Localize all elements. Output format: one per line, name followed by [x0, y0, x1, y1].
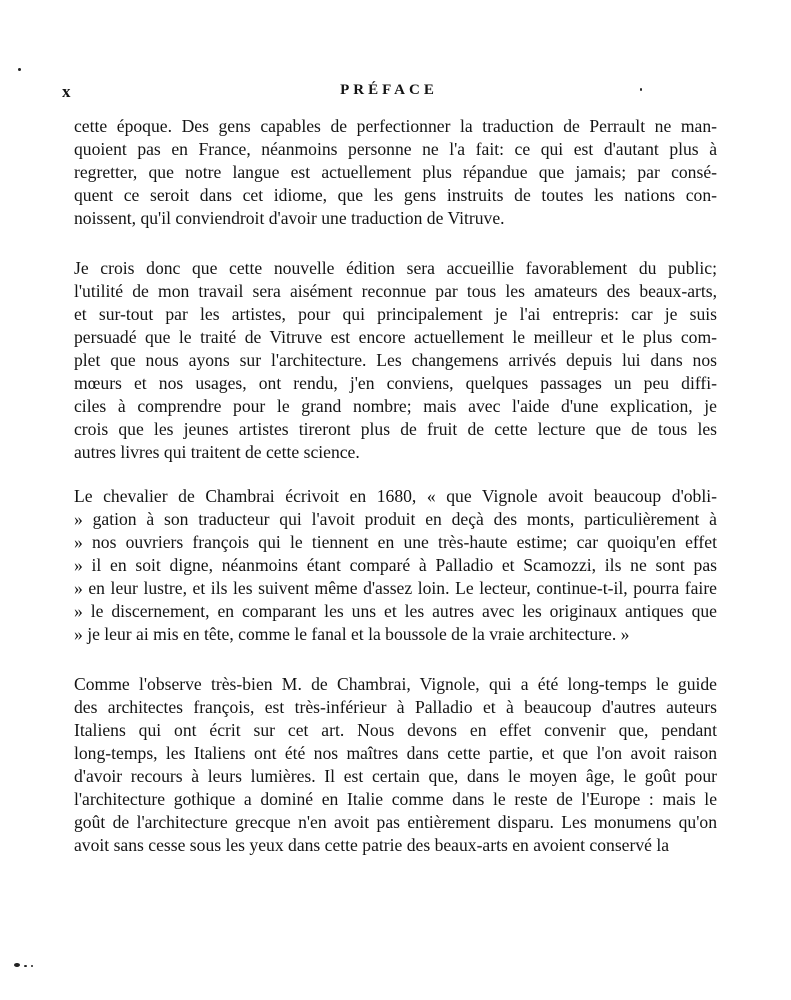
text-line: Le chevalier de Chambrai écrivoit en 1680, « que Vignole avoit beaucoup d'obli-: [74, 486, 717, 506]
text-line: » je leur ai mis en tête, comme le fanal et la boussole de la vraie architecture. »: [74, 624, 630, 644]
text-line: Italiens qui ont écrit sur cet art. Nous devons en effet convenir que, pendant: [74, 720, 717, 740]
text-line: ciles à comprendre pour le grand nombre; mais avec l'aide d'une explication, je: [74, 396, 717, 416]
scan-speck: [31, 965, 33, 967]
text-line: quent ce seroit dans cet idiome, que les gens instruits de toutes les nations con-: [74, 185, 717, 205]
scan-speck: [18, 68, 21, 71]
text-line: mœurs et nos usages, ont rendu, j'en conviens, quelques passages un peu diffi-: [74, 373, 717, 393]
text-line: avoit sans cesse sous les yeux dans cette patrie des beaux-arts en avoient conservé la: [74, 835, 670, 855]
paragraph-2: [74, 257, 717, 464]
text-line: » gation à son traducteur qui l'avoit produit en deçà des monts, particulièrement à: [74, 509, 717, 529]
paragraph-3: [74, 485, 717, 646]
text-line: d'avoir recours à leurs lumières. Il est certain que, dans le moyen âge, le goût pour: [74, 766, 717, 786]
scan-speck: [14, 963, 20, 967]
paragraph-4: [74, 673, 717, 857]
text-line: crois que les jeunes artistes tireront plus de fruit de cette lecture que de tous les: [74, 419, 717, 439]
page-number: x: [62, 82, 72, 101]
text-line: l'utilité de mon travail sera aisément reconnue par tous les amateurs des beaux-arts,: [74, 281, 717, 301]
paragraph-1: [74, 115, 717, 230]
text-line: » en leur lustre, et ils les suivent même d'assez loin. Le lecteur, continue-t-il, pourra faire: [74, 578, 717, 598]
text-line: quoient pas en France, néanmoins personne ne l'a fait: ce qui est d'autant plus à: [74, 139, 717, 159]
text-line: regretter, que notre langue est actuellement plus répandue que jamais; par consé-: [74, 162, 717, 182]
text-line: » nos ouvriers françois qui le tiennent en une très-haute estime; car quoiqu'en effet: [74, 532, 717, 552]
text-line: plet que nous ayons sur l'architecture. Les changemens arrivés depuis lui dans nos: [74, 350, 717, 370]
text-line: goût de l'architecture grecque n'en avoit pas entièrement disparu. Les monumens qu'on: [74, 812, 717, 832]
text-line: cette époque. Des gens capables de perfectionner la traduction de Perrault ne man-: [74, 116, 717, 136]
scan-speck: [640, 88, 642, 91]
text-line: l'architecture gothique a dominé en Italie comme dans le reste de l'Europe : mais le: [74, 789, 717, 809]
text-line: autres livres qui traitent de cette science.: [74, 442, 360, 462]
scan-speck: [24, 965, 27, 967]
text-line: persuadé que le traité de Vitruve est encore actuellement le meilleur et le plus com-: [74, 327, 717, 347]
text-line: noissent, qu'il conviendroit d'avoir une traduction de Vitruve.: [74, 208, 505, 228]
text-line: » il en soit digne, néanmoins étant comparé à Palladio et Scamozzi, ils ne sont pas: [74, 555, 717, 575]
text-line: Je crois donc que cette nouvelle édition sera accueillie favorablement du public;: [74, 258, 717, 278]
text-line: des architectes françois, est très-inférieur à Palladio et à beaucoup d'autres auteurs: [74, 697, 717, 717]
text-line: » le discernement, en comparant les uns et les autres avec les originaux antiques que: [74, 601, 717, 621]
text-line: et sur-tout par les artistes, pour qui principalement je l'ai entrepris: car je suis: [74, 304, 717, 324]
text-line: long-temps, les Italiens ont été nos maîtres dans cette partie, et que l'on avoit raison: [74, 743, 717, 763]
running-title: PRÉFACE: [340, 82, 438, 98]
page-header: [62, 82, 716, 104]
text-line: Comme l'observe très-bien M. de Chambrai, Vignole, qui a été long-temps le guide: [74, 674, 717, 694]
